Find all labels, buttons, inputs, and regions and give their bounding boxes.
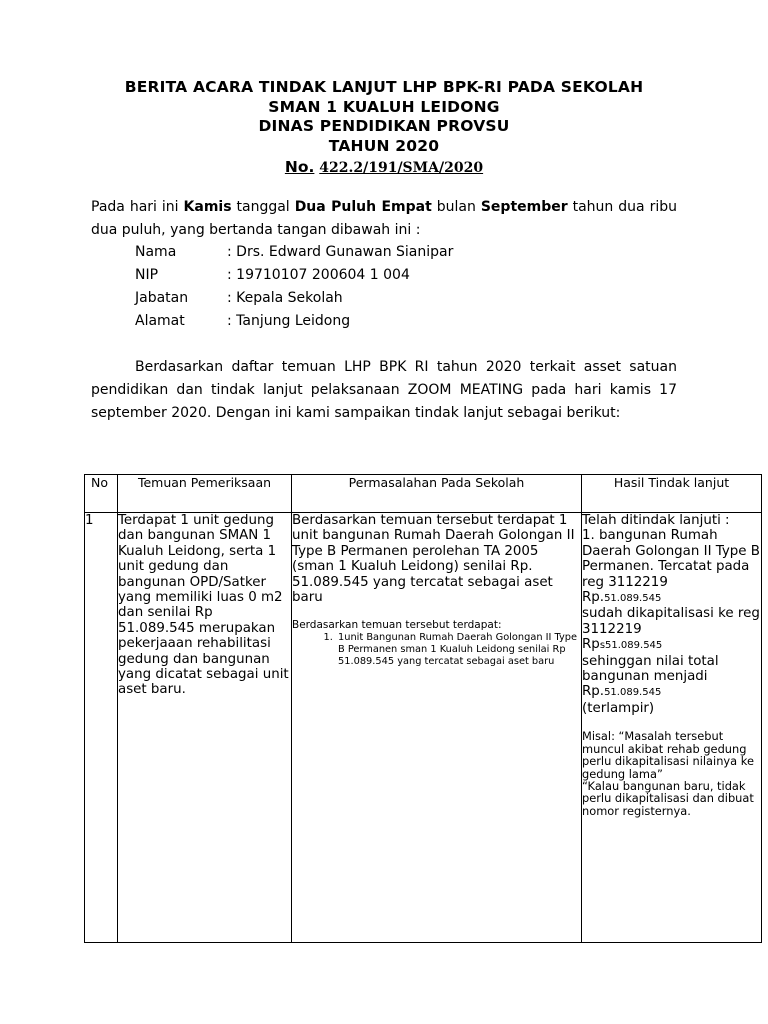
title-line-4: TAHUN 2020 [328, 136, 440, 155]
hasil-amt-3: 51.089.545 [604, 687, 662, 699]
row-hasil [582, 513, 762, 943]
hasil-text-a: Telah ditindak lanjuti : [582, 513, 730, 528]
intro-date: Dua Puluh Empat [294, 199, 432, 215]
body-paragraph: Berdasarkan daftar temuan LHP BPK RI tahun 2020 terkait asset satuan pendidikan dan tindak lanjut pelaksanaan ZOOM MEATING pada hari kamis 17 september 2020. Dengan ini kami sampaikan tindak lanjut sebagai berikut: [91, 359, 677, 421]
title-line-3: DINAS PENDIDIKAN PROVSU [258, 117, 510, 135]
identity-value: : Kepala Sekolah [227, 290, 343, 306]
header-permasalahan: Permasalahan Pada Sekolah [292, 475, 582, 513]
intro-paragraph [91, 196, 677, 242]
identity-list [135, 241, 453, 333]
hasil-text-e: (terlampir) [582, 700, 655, 716]
row-temuan: Terdapat 1 unit gedung dan bangunan SMAN 1 Kualuh Leidong, serta 1 unit gedung dan bangunan OPD/Satker yang memiliki luas 0 m2 dan senilai Rp 51.089.545 merupakan pekerjaaan rehabilitasi gedung dan bangunan yang dicatat sebagai unit aset baru. [118, 513, 292, 943]
document-title [0, 78, 768, 178]
intro-text-3: bulan [431, 199, 481, 215]
hasil-amount-3 [582, 684, 761, 700]
header-no: No [85, 475, 118, 513]
intro-text-2: tanggal [231, 199, 295, 215]
permasalahan-main: Berdasarkan temuan tersebut terdapat 1 unit bangunan Rumah Daerah Golongan II Type B Permanen perolehan TA 2005 (sman 1 Kualuh Leidong) senilai Rp. 51.089.545 yang tercatat sebagai aset baru [292, 513, 575, 606]
identity-value: : Tanjung Leidong [227, 313, 351, 329]
findings-table [84, 474, 762, 943]
identity-row-nip [135, 264, 453, 287]
identity-row-nama [135, 241, 453, 264]
hasil-amount-1 [582, 590, 761, 606]
intro-month: September [480, 199, 568, 215]
hasil-amt-2: s51.089.545 [599, 640, 663, 652]
identity-label: Jabatan [135, 290, 189, 306]
document-number [0, 157, 768, 178]
header-hasil: Hasil Tindak lanjut [582, 475, 762, 513]
table-row [85, 513, 762, 943]
hasil-rp-3: Rp. [582, 684, 605, 700]
hasil-text-c: sudah dikapitalisasi ke reg 3112219 [582, 606, 760, 637]
intro-text-1: Pada hari ini [91, 199, 184, 215]
identity-row-alamat [135, 310, 453, 333]
hasil-rp-1: Rp. [582, 590, 605, 606]
identity-label: NIP [135, 267, 159, 283]
identity-label: Alamat [135, 313, 185, 329]
document-number-label: No. [284, 158, 315, 176]
header-temuan: Temuan Pemeriksaan [118, 475, 292, 513]
hasil-text-b: 1. bangunan Rumah Daerah Golongan II Type B Permanen. Tercatat pada reg 3112219 [582, 528, 760, 590]
title-line-2: SMAN 1 KUALUH LEIDONG [268, 97, 500, 116]
hasil-amt-1: 51.089.545 [604, 593, 662, 605]
identity-label: Nama [135, 244, 177, 260]
row-no: 1 [85, 513, 118, 943]
identity-row-jabatan [135, 287, 453, 310]
intro-day: Kamis [183, 199, 232, 215]
table-header-row [85, 475, 762, 513]
row-permasalahan [292, 513, 582, 943]
identity-value: : 19710107 200604 1 004 [227, 267, 410, 283]
hasil-text-d: sehinggan nilai total bangunan menjadi [582, 653, 719, 685]
hasil-amount-2 [582, 637, 761, 653]
hasil-rp-2: Rp [582, 637, 600, 653]
permasalahan-list [292, 632, 581, 669]
hasil-note-2: “Kalau bangunan baru, tidak perlu dikapitalisasi dan dibuat nomor registernya. [582, 778, 754, 818]
list-item: 1. 1unit Bangunan Rumah Daerah Golongan II Type B Permanen sman 1 Kualuh Leidong senilai Rp 51.089.545 yang tercatat sebagai aset baru [336, 632, 581, 669]
hasil-note-1: Misal: “Masalah tersebut muncul akibat rehab gedung perlu dikapitalisasi nilainya ke gedung lama” [582, 729, 754, 781]
document-number-value: 422.2/191/SMA/2020 [319, 160, 484, 176]
permasalahan-intro: Berdasarkan temuan tersebut terdapat: [292, 619, 502, 632]
title-line-1: BERITA ACARA TINDAK LANJUT LHP BPK-RI PADA SEKOLAH [124, 78, 644, 96]
identity-value: : Drs. Edward Gunawan Sianipar [227, 244, 454, 260]
intro-text-4: tahun dua ribu dua puluh, yang bertanda tangan dibawah ini : [91, 199, 677, 238]
